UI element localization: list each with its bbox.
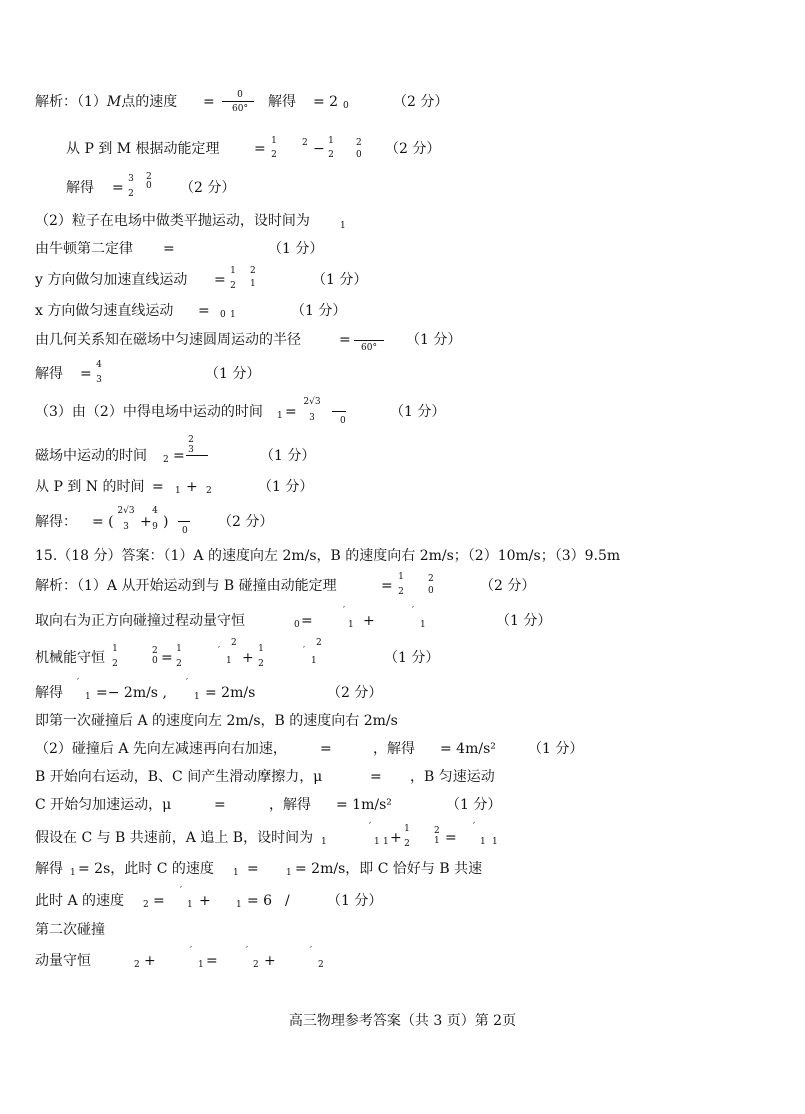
frac-num: 3 — [128, 174, 134, 184]
plus: + — [199, 893, 211, 909]
frac-den: 3 — [96, 375, 102, 385]
frac-den: 2 — [404, 839, 410, 849]
paren-close: ) — [163, 514, 169, 530]
text: 动量守恒 — [35, 953, 91, 969]
text: 磁场中运动的时间 — [35, 448, 147, 464]
frac-num: 1 — [404, 824, 410, 834]
frac-num: 1 — [230, 266, 236, 276]
score: （1 分） — [406, 332, 462, 348]
score: （1 分） — [291, 303, 347, 319]
text: = 2s，此时 C 的速度 — [78, 861, 214, 877]
value: = 1m/s² — [336, 797, 392, 813]
frac-den: 2 — [398, 587, 404, 597]
text: = 2m/s，即 C 恰好与 B 共速 — [295, 861, 483, 877]
text: = 2 — [313, 94, 339, 110]
score: （2 分） — [393, 94, 449, 110]
plus: + — [242, 650, 254, 666]
subscript: 1 — [194, 692, 200, 702]
subscript: 2 — [163, 455, 169, 465]
text: 解得 — [35, 366, 63, 382]
subscript: 2 — [253, 960, 259, 970]
eq: = — [370, 769, 382, 785]
text: 解得： — [35, 514, 77, 530]
frac-den: 60° — [361, 343, 377, 353]
eq: = — [301, 613, 313, 629]
subscript: 1 — [70, 868, 76, 878]
eq: = — [112, 180, 124, 196]
frac-num: 1 — [328, 136, 334, 146]
frac-num: 1 — [176, 644, 182, 654]
text: 取向右为正方向碰撞过程动量守恒 — [35, 613, 245, 629]
text: ，解得 — [269, 797, 311, 813]
plus: + — [186, 479, 198, 495]
frac-bar — [178, 521, 190, 522]
text: 解析：（1）A 从开始运动到与 B 碰撞由动能定理 — [35, 578, 337, 594]
frac-den: 2 — [328, 150, 334, 160]
superscript: 2 — [316, 638, 322, 648]
superscript: 2 — [434, 826, 440, 836]
subscript: 1 — [175, 486, 181, 496]
text: 由牛顿第二定律 — [35, 241, 133, 257]
frac-num: 0 — [237, 90, 243, 100]
score: （2 分） — [218, 514, 274, 530]
frac-den: 3 — [123, 522, 129, 532]
superscript: 2 — [146, 172, 152, 182]
eq: = — [381, 578, 393, 594]
subscript: 1 — [85, 692, 91, 702]
frac-den: 2 — [112, 659, 118, 669]
eq: = — [247, 861, 259, 877]
score: （2 分） — [327, 685, 383, 701]
subscript: 0 — [294, 620, 300, 630]
eq: = — [214, 272, 226, 288]
eq: = — [198, 303, 210, 319]
subscript: 2 — [318, 960, 324, 970]
line-1 — [35, 93, 177, 111]
text: 假设在 C 与 B 共速前，A 追上 B，设时间为 — [35, 830, 314, 846]
score: （1 分） — [205, 366, 261, 382]
score: （1 分） — [384, 650, 440, 666]
text: （2）粒子在电场中做类平抛运动，设时间为 — [35, 213, 310, 229]
subscript: 2 — [206, 486, 212, 496]
eq: = — [173, 448, 185, 464]
prime: ′ — [412, 606, 415, 616]
eq: = — [206, 953, 218, 969]
text: 解得 — [35, 861, 63, 877]
frac-num: 1 — [271, 136, 277, 146]
subscript: 0 — [356, 150, 362, 160]
superscript: 2 — [356, 138, 362, 148]
answer-heading: 15.（18 分）答案：（1）A 的速度向左 2m/s，B 的速度向右 2m/s；（2）10m/s；（3）9.5m — [35, 548, 621, 564]
subscript: 1 — [311, 656, 317, 666]
text: ，解得 — [373, 741, 415, 757]
symbol: M — [106, 94, 122, 110]
frac-num: 4 — [96, 360, 102, 370]
prime: ′ — [343, 606, 346, 616]
frac-num: 2√3 — [117, 506, 135, 516]
score: （2 分） — [480, 578, 536, 594]
eq: = — [153, 893, 165, 909]
score: （1 分） — [312, 272, 368, 288]
frac-den: 2 — [271, 150, 277, 160]
subscript: 1 — [250, 279, 256, 289]
prime: ′ — [190, 946, 193, 956]
slash: / — [285, 893, 290, 909]
subscript: 1 — [374, 837, 380, 847]
prime: ′ — [186, 678, 189, 688]
plus: + — [140, 514, 152, 530]
value: = 6 — [247, 893, 273, 909]
subscript: 1 — [236, 900, 242, 910]
frac-bar — [186, 455, 208, 456]
frac-bar — [354, 340, 384, 341]
subscript: 1 — [198, 960, 204, 970]
subscript: 1 — [230, 310, 236, 320]
subscript: 0 — [152, 656, 158, 666]
frac-den: 9 — [152, 522, 158, 532]
prime: ′ — [77, 678, 80, 688]
eq: = — [80, 366, 92, 382]
line-2 — [66, 140, 220, 158]
value: = 2m/s — [205, 685, 256, 701]
text: 此时 A 的速度 — [35, 893, 125, 909]
score: （1 分） — [268, 241, 324, 257]
text: 解析：（1） — [35, 94, 107, 110]
subscript: 2 — [143, 900, 149, 910]
subscript: 2 — [134, 960, 140, 970]
subscript: 1 — [492, 837, 498, 847]
paren-open: = ( — [92, 514, 114, 530]
value: =− 2m/s , — [96, 685, 167, 701]
minus: − — [313, 141, 325, 157]
score: （2 分） — [385, 141, 441, 157]
eq: = — [163, 241, 175, 257]
subscript: 1 — [480, 837, 486, 847]
frac-num: 2 — [188, 435, 194, 445]
text: 解得 — [268, 94, 296, 110]
text: 机械能守恒 — [35, 650, 105, 666]
score: （2 分） — [180, 180, 236, 196]
eq: = — [203, 94, 215, 110]
frac-den: 2 — [176, 659, 182, 669]
frac-den: 60° — [232, 104, 248, 114]
frac-bar — [332, 411, 346, 412]
eq: = — [254, 141, 266, 157]
frac-den: 3 — [309, 413, 315, 423]
eq: = — [161, 650, 173, 666]
frac-den: 2 — [230, 281, 236, 291]
prime: ′ — [369, 822, 372, 832]
eq: = — [214, 797, 226, 813]
prime: ′ — [180, 886, 183, 896]
text: B 开始向右运动，B、C 间产生滑动摩擦力，μ — [35, 769, 323, 785]
score: （1 分） — [260, 448, 316, 464]
text: （2）碰撞后 A 先向左减速再向右加速， — [35, 741, 287, 757]
superscript: 2 — [152, 646, 158, 656]
prime: ′ — [310, 946, 313, 956]
subscript: 1 — [321, 837, 327, 847]
subscript: 0 — [428, 586, 434, 596]
text: ，B 匀速运动 — [410, 769, 495, 785]
frac-num: 1 — [258, 644, 264, 654]
score: （1 分） — [327, 893, 383, 909]
prime: ′ — [246, 946, 249, 956]
subscript: 1 — [434, 836, 440, 846]
subscript: 1 — [348, 620, 354, 630]
subscript: 0 — [340, 416, 346, 426]
frac-den: 2 — [258, 659, 264, 669]
plus: + — [264, 953, 276, 969]
score: （1 分） — [528, 741, 584, 757]
subscript: 1 — [233, 868, 239, 878]
score: （1 分） — [496, 613, 552, 629]
subscript: 0 — [220, 310, 226, 320]
text: （3）由（2）中得电场中运动的时间 — [35, 404, 263, 420]
text: 解得 — [35, 685, 63, 701]
subscript: 0 — [146, 181, 152, 191]
score: （1 分） — [258, 479, 314, 495]
prime: ′ — [218, 646, 221, 656]
plus: + — [363, 613, 375, 629]
subscript: 1 — [420, 620, 426, 630]
frac-num: 4 — [152, 506, 158, 516]
prime: ′ — [303, 646, 306, 656]
text: 第二次碰撞 — [35, 922, 105, 938]
text: 点的速度 — [121, 94, 178, 110]
subscript: 1 — [277, 411, 283, 421]
text: 从 P 到 N 的时间 — [35, 479, 145, 495]
text: y 方向做匀加速直线运动 — [35, 272, 188, 288]
eq: = — [339, 332, 351, 348]
subscript: 1 — [226, 656, 232, 666]
plus: + — [144, 953, 156, 969]
text: 从 P 到 M 根据动能定理 — [66, 141, 220, 157]
subscript: 1 — [383, 837, 389, 847]
superscript: 2 — [428, 574, 434, 584]
frac-bar — [222, 101, 254, 102]
subscript: 1 — [286, 868, 292, 878]
prime: ′ — [473, 822, 476, 832]
frac-den: 2 — [128, 189, 134, 199]
subscript: 1 — [340, 221, 346, 231]
superscript: 2 — [250, 266, 256, 276]
eq: = — [445, 830, 457, 846]
text: C 开始匀加速运动，μ — [35, 797, 172, 813]
eq: = — [320, 741, 332, 757]
text: 解得 — [66, 180, 94, 196]
eq: = — [285, 404, 297, 420]
frac-num: 2√3 — [303, 397, 321, 407]
superscript: 2 — [231, 638, 237, 648]
frac-num: 1 — [112, 644, 118, 654]
superscript: 2 — [302, 138, 308, 148]
eq: = — [152, 479, 164, 495]
score: （1 分） — [446, 797, 502, 813]
subscript: 1 — [187, 900, 193, 910]
plus: + — [390, 830, 402, 846]
frac-den: 3 — [188, 445, 194, 455]
subscript: 0 — [343, 101, 349, 111]
text: 由几何关系知在磁场中匀速圆周运动的半径 — [35, 332, 301, 348]
text: 即第一次碰撞后 A 的速度向左 2m/s，B 的速度向右 2m/s — [35, 713, 398, 729]
frac-num: 1 — [398, 572, 404, 582]
subscript: 0 — [182, 526, 188, 536]
score: （1 分） — [390, 404, 446, 420]
value: = 4m/s² — [440, 741, 496, 757]
text: x 方向做匀速直线运动 — [35, 303, 174, 319]
page-footer: 高三物理参考答案（共 3 页）第 2页 — [288, 1013, 517, 1029]
